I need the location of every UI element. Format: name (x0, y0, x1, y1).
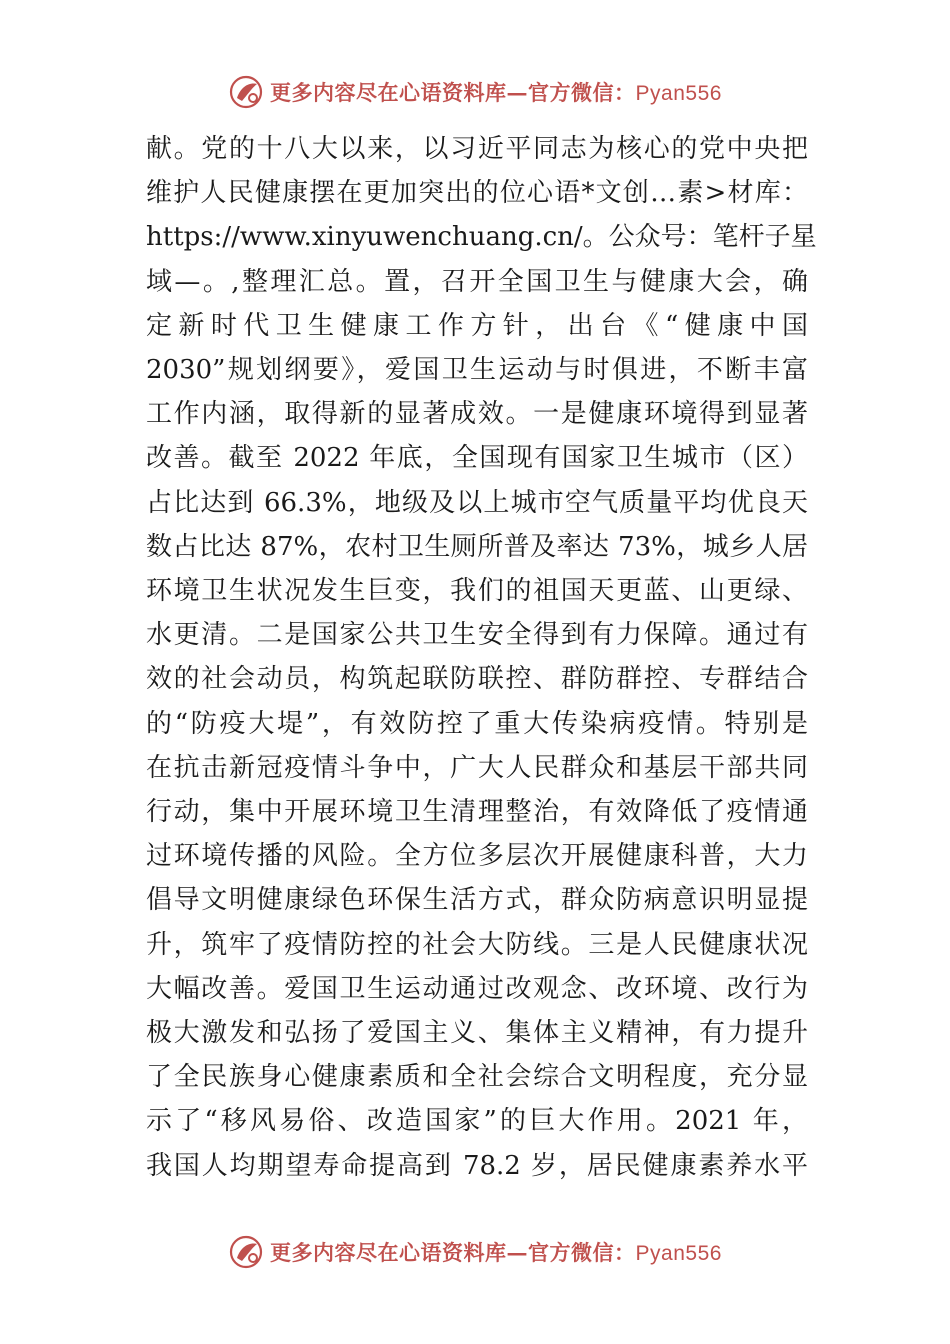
body-line: 2030”规划纲要》，爱国卫生运动与时俱进，不断丰富 (146, 355, 808, 386)
body-line: 环境卫生状况发生巨变，我们的祖国天更蓝、山更绿、 (146, 576, 808, 607)
body-line: 大幅改善。爱国卫生运动通过改观念、改环境、改行为 (146, 973, 808, 1004)
body-line: 了全民族身心健康素质和全社会综合文明程度，充分显 (146, 1062, 808, 1093)
footer-banner-id: Pyan556 (635, 1242, 722, 1265)
body-line: 行动，集中开展环境卫生清理整治，有效降低了疫情通 (146, 797, 808, 828)
body-line: 的“防疫大堤”，有效防控了重大传染病疫情。特别是 (146, 708, 808, 739)
body-line: 数占比达 87%，农村卫生厕所普及率达 73%，城乡人居 (146, 531, 808, 562)
body-line: 工作内涵，取得新的显著成效。一是健康环境得到显著 (146, 399, 808, 430)
body-line: 效的社会动员，构筑起联防联控、群防群控、专群结合 (146, 664, 808, 695)
body-line: 过环境传播的风险。全方位多层次开展健康科普，大力 (146, 841, 808, 872)
body-line: 占比达到 66.3%，地级及以上城市空气质量平均优良天 (146, 487, 808, 518)
body-line: 献。党的十八大以来，以习近平同志为核心的党中央把 (146, 134, 808, 164)
header-banner-cn: 更多内容尽在心语资料库—官方微信： (270, 80, 636, 105)
document-body (146, 127, 817, 1188)
body-line: 维护人民健康摆在更加突出的位心语*文创…素>材库： (146, 178, 808, 209)
body-line: 示了“移风易俗、改造国家”的巨大作用。2021 年， (146, 1106, 808, 1137)
body-line: 域—。,整理汇总。置，召开全国卫生与健康大会，确 (146, 266, 808, 297)
footer-banner-text (270, 1237, 722, 1267)
body-line: 极大激发和弘扬了爱国主义、集体主义精神，有力提升 (146, 1018, 808, 1049)
header-banner-text (270, 77, 722, 107)
header-banner (0, 70, 950, 114)
brand-logo-icon (228, 1234, 264, 1270)
body-line: 定新时代卫生健康工作方针，出台《“健康中国 (146, 310, 808, 341)
body-line: https://www.xinyuwenchuang.cn/。公众号：笔杆子星 (146, 222, 817, 253)
body-line: 在抗击新冠疫情斗争中，广大人民群众和基层干部共同 (146, 752, 808, 783)
header-banner-id: Pyan556 (635, 82, 722, 105)
body-line: 倡导文明健康绿色环保生活方式，群众防病意识明显提 (146, 885, 808, 916)
body-line: 水更清。二是国家公共卫生安全得到有力保障。通过有 (146, 620, 808, 651)
brand-logo-icon (228, 74, 264, 110)
footer-banner-cn: 更多内容尽在心语资料库—官方微信： (270, 1240, 636, 1265)
body-line: 升，筑牢了疫情防控的社会大防线。三是人民健康状况 (146, 929, 808, 960)
body-line: 改善。截至 2022 年底，全国现有国家卫生城市（区） (146, 443, 808, 474)
body-line: 我国人均期望寿命提高到 78.2 岁，居民健康素养水平 (146, 1150, 808, 1181)
footer-banner (0, 1230, 950, 1274)
